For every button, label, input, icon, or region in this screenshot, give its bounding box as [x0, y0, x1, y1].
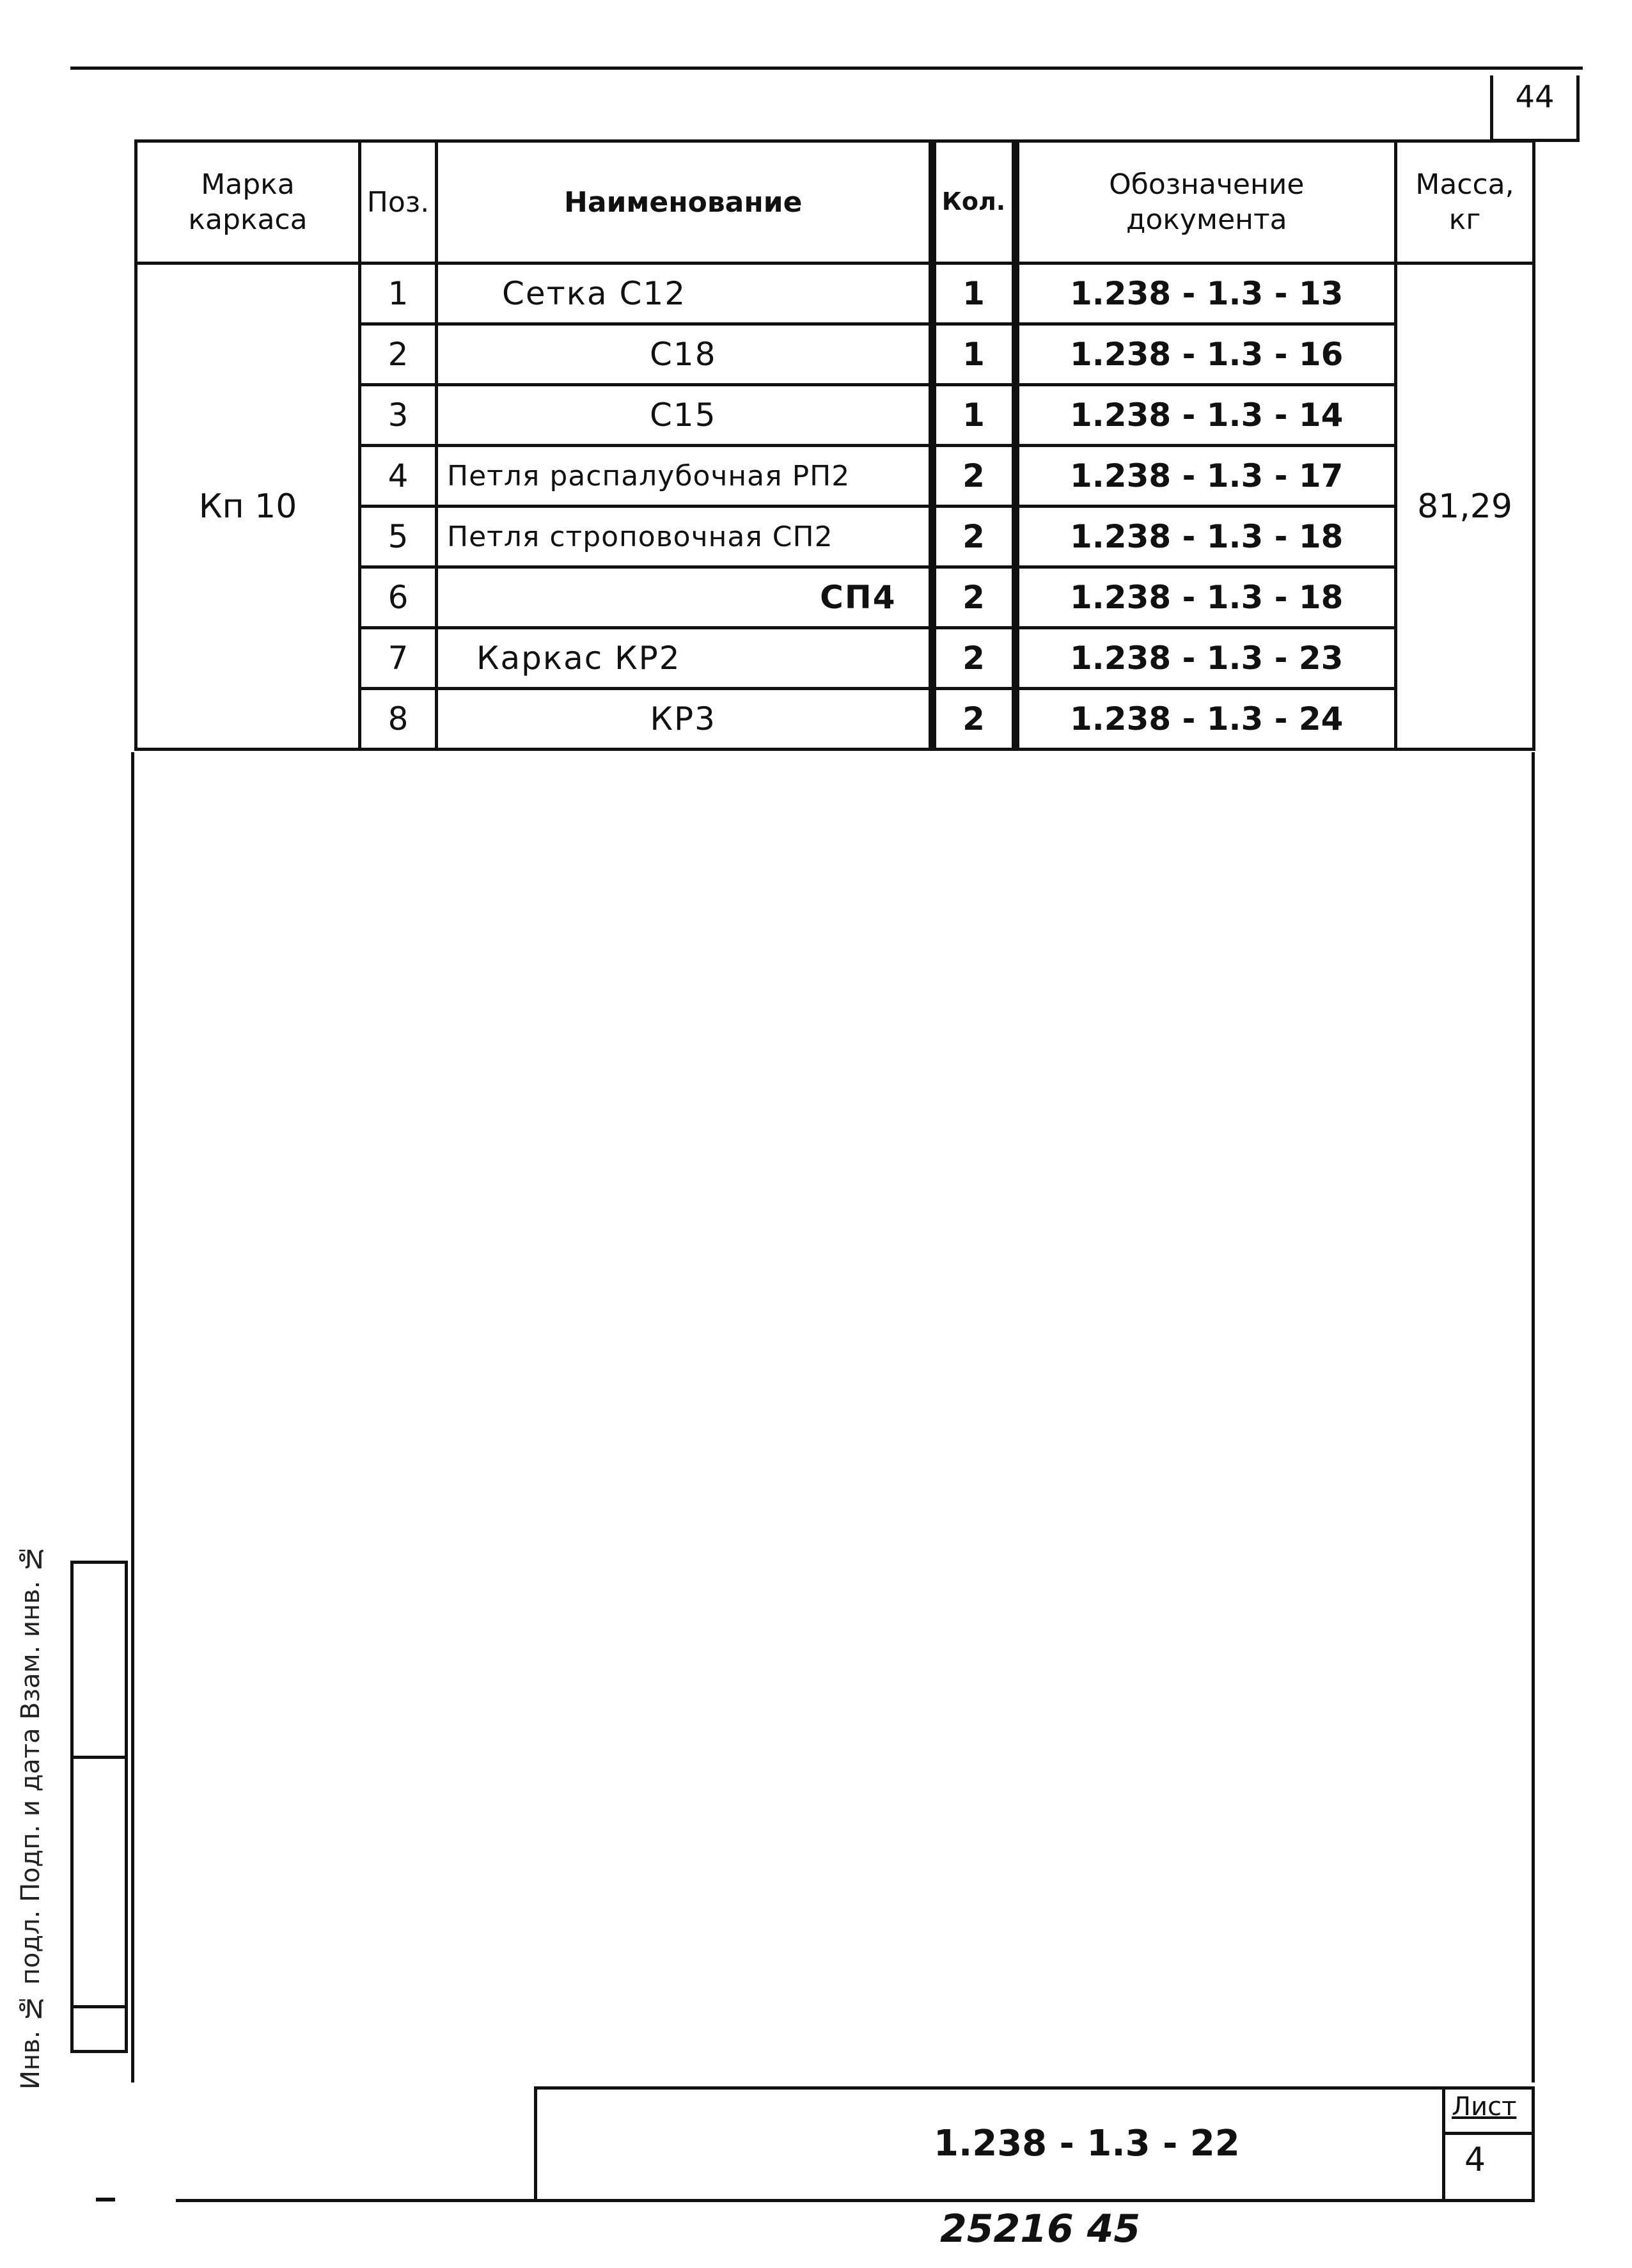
- table-row: [136, 264, 1534, 324]
- row-name: Петля распалубочная РП2: [437, 446, 932, 507]
- drawing-frame: [131, 752, 1535, 2083]
- row-doc: 1.238 - 1.3 - 24: [1016, 689, 1396, 750]
- header-doc: Обозначение документа: [1016, 141, 1396, 264]
- group-mark-cell: Кп 10: [136, 264, 360, 750]
- row-name: СП4: [437, 567, 932, 628]
- row-pos: 8: [360, 689, 437, 750]
- side-stamp-text: Инв. № подл. Подп. и дата Взам. инв. №: [16, 1543, 45, 2090]
- row-name: С18: [437, 324, 932, 385]
- header-pos: Поз.: [360, 141, 437, 264]
- header-mark: Марка каркаса: [136, 141, 360, 264]
- row-pos: 5: [360, 507, 437, 567]
- row-qty: 2: [932, 567, 1016, 628]
- row-pos: 6: [360, 567, 437, 628]
- sheet-number-text: 44: [1515, 79, 1555, 115]
- title-doc-code: 1.238 - 1.3 - 22: [934, 2123, 1240, 2164]
- title-sheet-label: Лист: [1452, 2092, 1517, 2122]
- side-stamp-divider: [74, 1756, 125, 1759]
- row-doc: 1.238 - 1.3 - 13: [1016, 264, 1396, 324]
- row-name: Петля строповочная СП2: [437, 507, 932, 567]
- row-qty: 1: [932, 264, 1016, 324]
- row-doc: 1.238 - 1.3 - 17: [1016, 446, 1396, 507]
- group-mass-cell: 81,29: [1396, 264, 1534, 750]
- side-stamp-block: [70, 1561, 128, 2053]
- row-doc: 1.238 - 1.3 - 14: [1016, 385, 1396, 446]
- row-pos: 4: [360, 446, 437, 507]
- title-block: [534, 2086, 1535, 2200]
- row-doc: 1.238 - 1.3 - 16: [1016, 324, 1396, 385]
- row-qty: 2: [932, 507, 1016, 567]
- row-qty: 1: [932, 324, 1016, 385]
- table-header-row: [136, 141, 1534, 264]
- header-mass: Масса, кг: [1396, 141, 1534, 264]
- row-pos: 3: [360, 385, 437, 446]
- row-pos: 7: [360, 628, 437, 689]
- header-qty: Кол.: [932, 141, 1016, 264]
- row-name: Каркас КР2: [437, 628, 932, 689]
- row-doc: 1.238 - 1.3 - 18: [1016, 567, 1396, 628]
- row-doc: 1.238 - 1.3 - 23: [1016, 628, 1396, 689]
- row-qty: 2: [932, 689, 1016, 750]
- row-qty: 2: [932, 446, 1016, 507]
- bottom-tick: [96, 2198, 115, 2201]
- title-sheet-value: 4: [1464, 2141, 1486, 2179]
- top-border-line: [70, 67, 1583, 70]
- row-name: С15: [437, 385, 932, 446]
- specification-table: [134, 139, 1535, 751]
- row-pos: 1: [360, 264, 437, 324]
- title-sheet-box: [1442, 2090, 1532, 2200]
- row-qty: 2: [932, 628, 1016, 689]
- row-name: Сетка С12: [437, 264, 932, 324]
- sheet-number: [1490, 75, 1580, 142]
- footer-note: 25216 45: [940, 2207, 1141, 2251]
- title-sheet-divider: [1445, 2132, 1535, 2135]
- side-stamp-divider: [74, 2005, 125, 2008]
- header-name: Наименование: [437, 141, 932, 264]
- row-pos: 2: [360, 324, 437, 385]
- row-name: КР3: [437, 689, 932, 750]
- bottom-border-line: [176, 2199, 1535, 2202]
- row-qty: 1: [932, 385, 1016, 446]
- row-doc: 1.238 - 1.3 - 18: [1016, 507, 1396, 567]
